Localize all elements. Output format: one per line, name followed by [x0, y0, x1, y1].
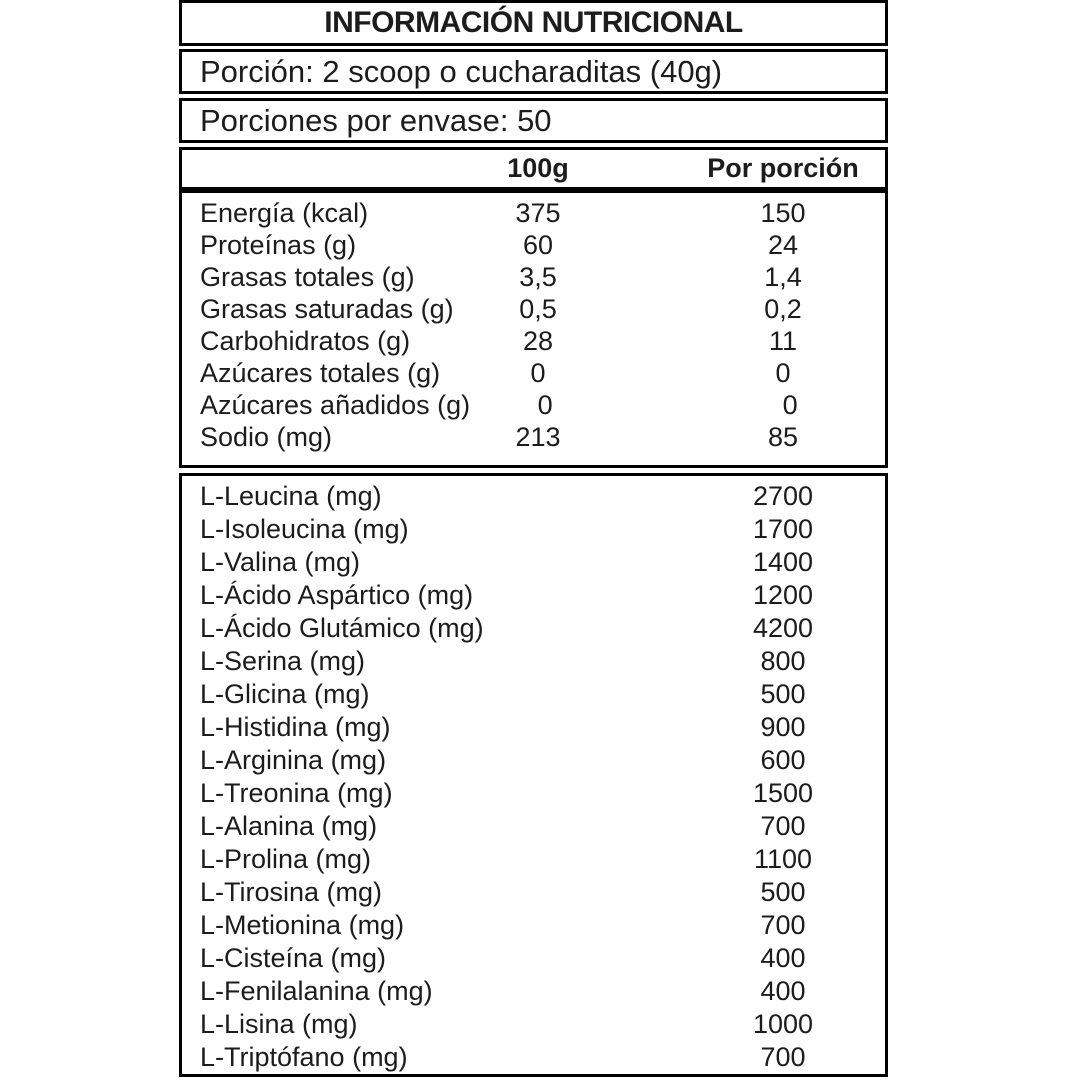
amino-acid-row [182, 1041, 885, 1074]
serving-size-line: Porción: 2 scoop o cucharaditas (40g) [179, 49, 888, 94]
amino-acid-value-per-serving: 1700 [752, 514, 814, 544]
amino-acid-name: L-Tirosina (mg) [200, 877, 383, 907]
nutrient-name: Carbohidratos (g) [200, 326, 411, 356]
amino-acid-name: L-Ácido Glutámico (mg) [200, 613, 484, 643]
nutrient-value-per-serving: 0 [775, 358, 791, 388]
nutrient-row [182, 421, 885, 453]
nutrient-value-per-serving: 11 [768, 326, 798, 356]
amino-acid-value-per-serving: 800 [760, 646, 806, 676]
macronutrients-section [179, 190, 888, 468]
nutrient-row [182, 389, 885, 421]
amino-acid-value-per-serving: 1100 [753, 844, 813, 874]
nutrient-row [182, 197, 885, 229]
nutrient-value-100g: 0,5 [519, 294, 557, 324]
amino-acid-name: L-Glicina (mg) [200, 679, 370, 709]
nutrient-row [182, 293, 885, 325]
nutrient-name: Proteínas (g) [200, 230, 357, 260]
amino-acid-value-per-serving: 700 [760, 1042, 806, 1072]
nutrient-value-100g: 213 [515, 422, 561, 452]
amino-acid-value-per-serving: 500 [760, 877, 806, 907]
nutrient-value-per-serving: 0 [782, 390, 798, 420]
amino-acid-row [182, 513, 885, 546]
nutrient-row-gap [613, 357, 703, 389]
servings-per-container-line: Porciones por envase: 50 [179, 98, 888, 143]
amino-acid-name: L-Lisina (mg) [200, 1009, 358, 1039]
nutrient-value-per-serving: 0,2 [764, 294, 802, 324]
nutrient-row-gap [613, 261, 703, 293]
nutrient-row-gap [613, 229, 703, 261]
amino-acid-row [182, 909, 885, 942]
amino-acid-value-per-serving: 4200 [752, 613, 814, 643]
amino-acid-row [182, 975, 885, 1008]
amino-acid-row [182, 579, 885, 612]
amino-acid-value-per-serving: 700 [760, 811, 806, 841]
amino-acid-name: L-Cisteína (mg) [200, 943, 387, 973]
nutrient-value-per-serving: 85 [767, 422, 799, 452]
nutrient-value-per-serving: 1,4 [764, 262, 802, 292]
nutrient-value-100g: 0 [537, 390, 553, 420]
amino-acid-value-per-serving: 700 [760, 910, 806, 940]
nutrient-value-100g: 3,5 [519, 262, 557, 292]
amino-acid-name: L-Ácido Aspártico (mg) [200, 580, 474, 610]
amino-acid-value-per-serving: 2700 [752, 481, 814, 511]
nutrient-value-100g: 0 [530, 358, 546, 388]
nutrient-row-gap [613, 421, 703, 453]
amino-acid-value-per-serving: 1500 [752, 778, 814, 808]
amino-acid-name: L-Valina (mg) [200, 547, 361, 577]
nutrient-name: Azúcares totales (g) [200, 358, 441, 388]
nutrient-row-gap [613, 325, 703, 357]
amino-acid-row [182, 612, 885, 645]
amino-acid-name: L-Metionina (mg) [200, 910, 405, 940]
nutrient-row-gap [613, 197, 703, 229]
amino-acid-row [182, 480, 885, 513]
nutrient-value-per-serving: 24 [767, 230, 799, 260]
nutrient-name: Sodio (mg) [200, 422, 333, 452]
amino-acid-row [182, 810, 885, 843]
amino-acid-row [182, 711, 885, 744]
amino-acid-value-per-serving: 1000 [752, 1009, 814, 1039]
nutrient-value-100g: 60 [522, 230, 554, 260]
amino-acid-row [182, 843, 885, 876]
amino-acid-row [182, 942, 885, 975]
amino-acid-value-per-serving: 1400 [752, 547, 814, 577]
nutrition-facts-table [179, 0, 888, 1077]
nutrient-row [182, 229, 885, 261]
amino-acid-name: L-Serina (mg) [200, 646, 366, 676]
amino-acid-value-per-serving: 900 [760, 712, 806, 742]
amino-acid-name: L-Triptófano (mg) [200, 1042, 408, 1072]
amino-acid-value-per-serving: 400 [760, 943, 806, 973]
nutrient-name: Azúcares añadidos (g) [200, 390, 471, 420]
column-header-100g: 100g [507, 153, 569, 183]
amino-acid-name: L-Prolina (mg) [200, 844, 372, 874]
amino-acid-row [182, 645, 885, 678]
amino-acid-row [182, 876, 885, 909]
amino-acid-name: L-Treonina (mg) [200, 778, 393, 808]
nutrient-name: Energía (kcal) [200, 198, 369, 228]
label-title: INFORMACIÓN NUTRICIONAL [179, 0, 888, 46]
amino-acid-row [182, 678, 885, 711]
nutrient-row [182, 357, 885, 389]
column-header-per-serving: Por porción [707, 153, 859, 183]
amino-acid-row [182, 546, 885, 579]
nutrient-row [182, 261, 885, 293]
amino-acid-name: L-Fenilalanina (mg) [200, 976, 433, 1006]
amino-acid-row [182, 777, 885, 810]
amino-acid-value-per-serving: 600 [760, 745, 806, 775]
amino-acid-name: L-Histidina (mg) [200, 712, 391, 742]
nutrient-value-per-serving: 150 [760, 198, 806, 228]
nutrient-row-gap [620, 389, 710, 421]
amino-acid-name: L-Arginina (mg) [200, 745, 387, 775]
nutrient-row-gap [613, 293, 703, 325]
amino-acid-value-per-serving: 400 [760, 976, 806, 1006]
amino-acids-section [179, 473, 888, 1077]
amino-acid-name: L-Isoleucina (mg) [200, 514, 409, 544]
amino-acid-row [182, 744, 885, 777]
amino-acid-value-per-serving: 500 [760, 679, 806, 709]
amino-acid-row [182, 1008, 885, 1041]
nutrient-row [182, 325, 885, 357]
amino-acid-value-per-serving: 1200 [752, 580, 814, 610]
nutrient-name: Grasas saturadas (g) [200, 294, 454, 324]
column-header-row [179, 147, 888, 190]
amino-acid-name: L-Leucina (mg) [200, 481, 382, 511]
amino-acid-name: L-Alanina (mg) [200, 811, 378, 841]
nutrient-value-100g: 28 [522, 326, 554, 356]
nutrient-value-100g: 375 [515, 198, 561, 228]
nutrient-name: Grasas totales (g) [200, 262, 415, 292]
